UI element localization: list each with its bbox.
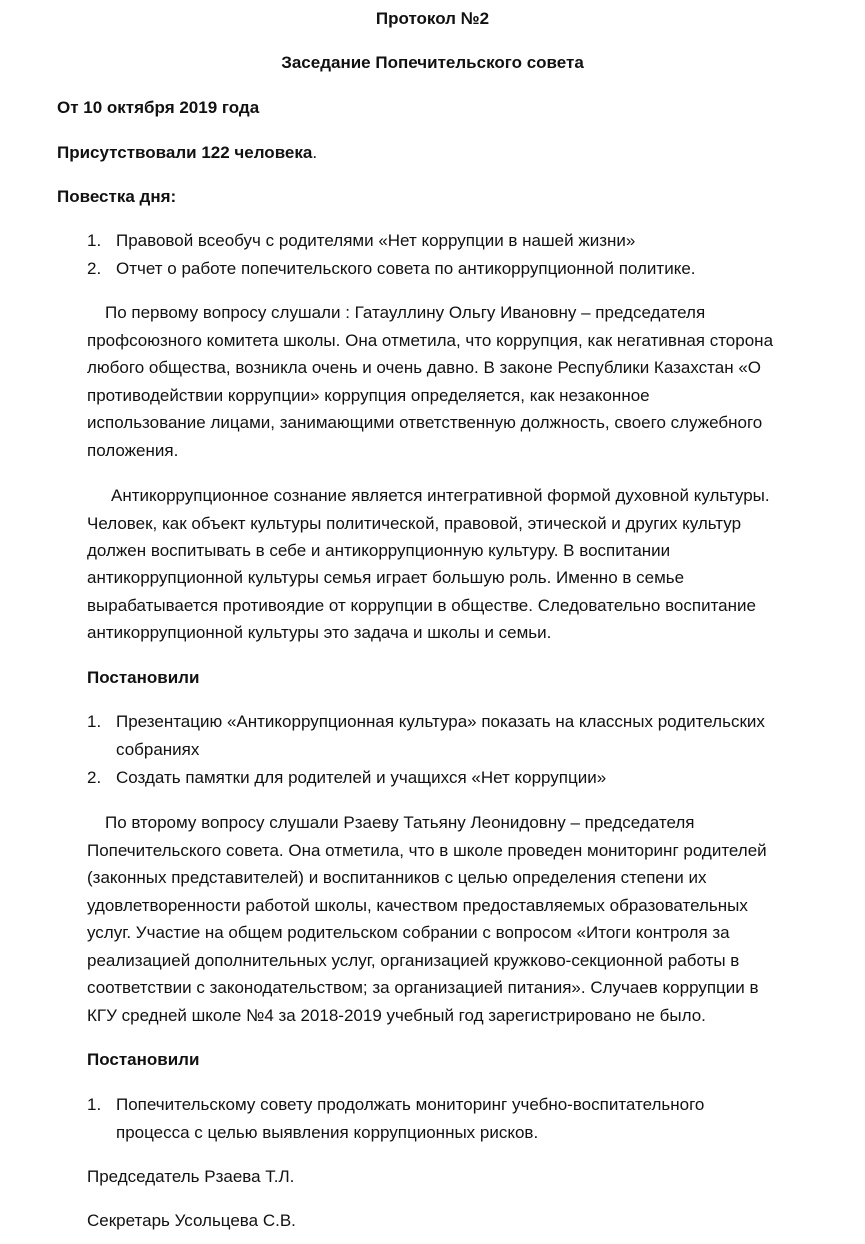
agenda-item-1-text: Правовой всеобуч с родителями «Нет коррупции в нашей жизни» xyxy=(116,231,636,250)
paragraph-line: реализацией дополнительных услуг, организацией кружково-секционной работы в xyxy=(87,951,740,970)
paragraph-line: противодействии коррупции» коррупция определяется, как незаконное xyxy=(87,386,650,405)
paragraph-line: антикоррупционной культуры семья играет большую роль. Именно в семье xyxy=(87,568,685,587)
resolved-2-item-1-line-1: Попечительскому совету продолжать мониторинг учебно-воспитательного xyxy=(116,1095,705,1114)
agenda-item-2-number: 2. xyxy=(87,259,102,278)
paragraph-line: должен воспитывать в себе и антикоррупционную культуру. В воспитании xyxy=(87,541,671,560)
paragraph-line: вырабатывается противоядие от коррупции в обществе. Следовательно воспитание xyxy=(87,596,756,615)
paragraph-line: КГУ средней школе №4 за 2018-2019 учебный год зарегистрировано не было. xyxy=(87,1006,706,1025)
paragraph-line: положения. xyxy=(87,441,179,460)
resolved-heading-1: Постановили xyxy=(87,668,200,687)
paragraph-line: Попечительского совета. Она отметила, что в школе проведен мониторинг родителей xyxy=(87,841,767,860)
resolved-1-item-1-line-2: собраниях xyxy=(116,740,200,759)
document-subtitle: Заседание Попечительского совета xyxy=(281,53,584,72)
secretary-signature: Секретарь Усольцева С.В. xyxy=(87,1211,296,1230)
paragraph-line: профсоюзного комитета школы. Она отметила, что коррупция, как негативная сторона xyxy=(87,331,774,350)
paragraph-line: (законных представителей) и воспитанников с целью определения степени их xyxy=(87,868,707,887)
resolved-1-item-1-line-1: Презентацию «Антикоррупционная культура» показать на классных родительских xyxy=(116,712,765,731)
document-title: Протокол №2 xyxy=(375,9,490,28)
agenda-item-2-text: Отчет о работе попечительского совета по антикоррупционной политике. xyxy=(116,259,696,278)
paragraph-line: Человек, как объект культуры политической, правовой, этической и других культур xyxy=(87,514,742,533)
paragraph-line: использование лицами, занимающими ответственную должность, своего служебного xyxy=(87,413,763,432)
paragraph-line: услуг. Участие на общем родительском собрании с вопросом «Итоги контроля за xyxy=(87,923,730,942)
agenda-item-1-number: 1. xyxy=(87,231,102,250)
resolved-1-item-2-number: 2. xyxy=(87,768,102,787)
paragraph-line: По первому вопросу слушали : Гатауллину Ольгу Ивановну – председателя xyxy=(105,303,706,322)
resolved-1-item-2-line-1: Создать памятки для родителей и учащихся «Нет коррупции» xyxy=(116,768,607,787)
resolved-1-item-1-number: 1. xyxy=(87,712,102,731)
resolved-2-item-1-line-2: процесса с целью выявления коррупционных рисков. xyxy=(116,1123,539,1142)
paragraph-line: По второму вопросу слушали Рзаеву Татьяну Леонидовну – председателя xyxy=(105,813,695,832)
paragraph-line: Антикоррупционное сознание является интегративной формой духовной культуры. xyxy=(111,486,770,505)
paragraph-line: антикоррупционной культуры это задача и школы и семьи. xyxy=(87,623,552,642)
chair-signature: Председатель Рзаева Т.Л. xyxy=(87,1167,295,1186)
paragraph-line: удовлетворенности работой школы, качеством предоставляемых образовательных xyxy=(87,896,748,915)
attendance-count: Присутствовали 122 человека xyxy=(57,143,313,162)
resolved-heading-2: Постановили xyxy=(87,1050,200,1069)
meeting-date: От 10 октября 2019 года xyxy=(57,98,260,117)
agenda-heading: Повестка дня: xyxy=(57,187,177,206)
paragraph-line: любого общества, возникла очень и очень давно. В законе Республики Казахстан «О xyxy=(87,358,761,377)
resolved-2-item-1-number: 1. xyxy=(87,1095,102,1114)
paragraph-line: соответствии с законодательством; за организацией питания». Случаев коррупции в xyxy=(87,978,759,997)
attendance xyxy=(57,142,317,164)
attendance-period: . xyxy=(312,143,318,162)
